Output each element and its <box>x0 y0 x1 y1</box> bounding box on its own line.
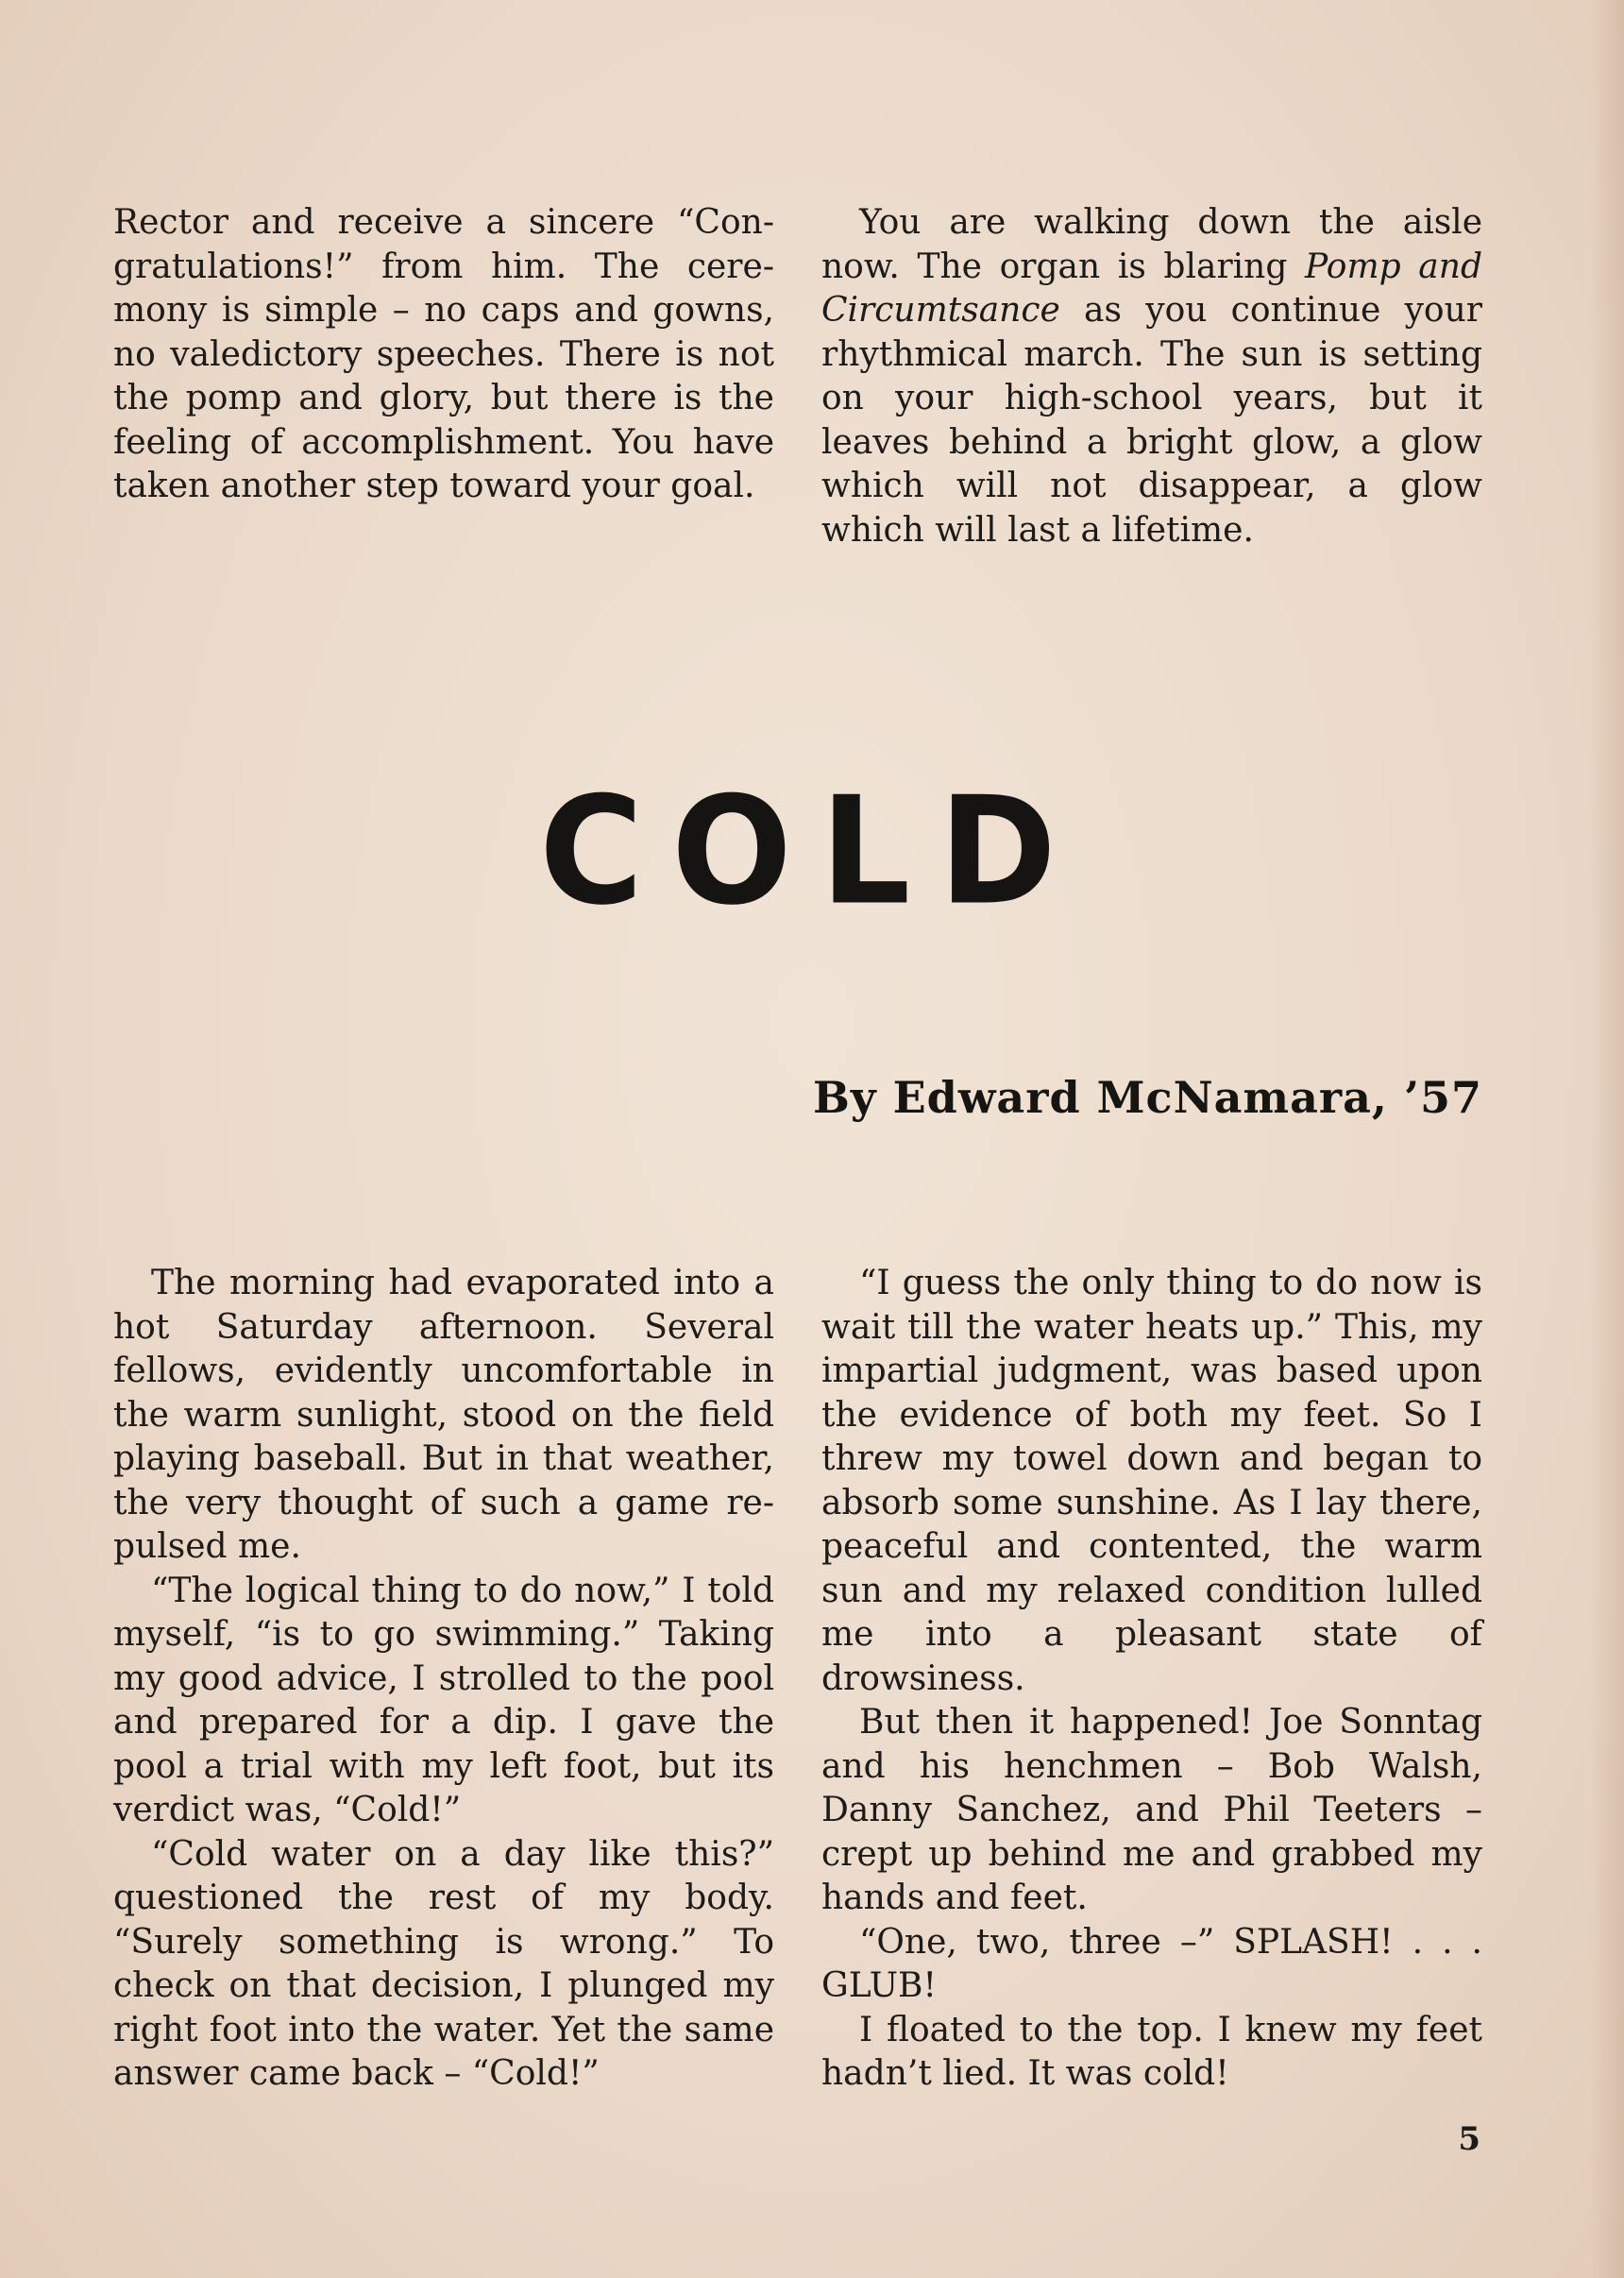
paragraph: “One, two, three –” SPLASH! . . . GLUB! <box>821 1922 1482 2005</box>
paragraph: I floated to the top. I knew my feet hadn’t lied. It was cold! <box>821 2010 1482 2093</box>
story-left-column <box>113 1262 774 2097</box>
story-right-column <box>821 1262 1482 2097</box>
paragraph <box>821 201 1482 552</box>
previous-story-left-column <box>113 201 774 509</box>
text-run: You are walking down the aisle now. The organ is blaring <box>821 203 1482 286</box>
story-title: COLD <box>539 765 1085 939</box>
paragraph: Rector and receive a sincere “Congratulations!” from him. The ceremony is simple – no caps and gowns, no valedictory speeches. There is not the pomp and glory, but there is the feeling of accomplishment. You have taken another step toward your goal. <box>113 203 774 505</box>
text-run: as you continue your rhythmical march. The sun is setting on your high-school years, but it leaves behind a bright glow, a glow which will not disappear, a glow which will last a lifetime. <box>821 291 1482 550</box>
page-number: 5 <box>1458 2120 1480 2158</box>
paragraph: “Cold water on a day like this?” questioned the rest of my body. “Surely something is wrong.” To check on that decision, I plunged my right foot into the water. Yet the same answer came back – “Cold!” <box>113 1834 774 2093</box>
byline: By Edward McNamara, ’57 <box>812 1072 1482 1123</box>
paragraph: But then it happened! Joe Sonntag and his henchmen – Bob Walsh, Danny Sanchez, and Phil Teeters – crept up behind me and grabbed my hands and feet. <box>821 1703 1482 1917</box>
previous-story-right-column <box>821 201 1482 552</box>
paragraph: “I guess the only thing to do now is wait till the water heats up.” This, my impartial judgment, was based upon the evidence of both my feet. So I threw my towel down and began to absorb some sunshine. As I lay there, peaceful and contented, the warm sun and my relaxed condition lulled me into a pleasant state of drowsiness. <box>821 1264 1482 1698</box>
page-edge-shadow <box>1590 0 1624 2278</box>
italic-title: Pomp and Circumtsance <box>821 246 1482 330</box>
paragraph: “The logical thing to do now,” I told myself, “is to go swimming.” Taking my good advice, I strolled to the pool and prepared for a dip. I gave the pool a trial with my left foot, but its verdict was, “Cold!” <box>113 1571 774 1829</box>
paragraph: The morning had evaporated into a hot Saturday afternoon. Several fellows, evidently uncomfortable in the warm sunlight, stood on the field playing baseball. But in that weather, the very thought of such a game repulsed me. <box>113 1264 774 1566</box>
